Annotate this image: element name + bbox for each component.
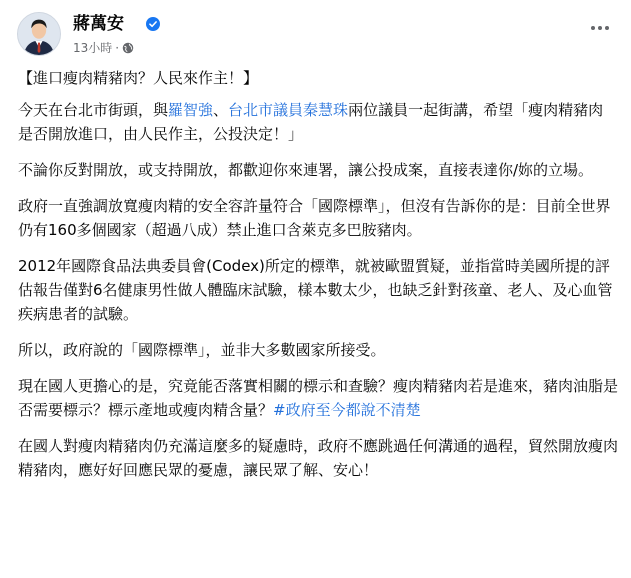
tag-link-luo[interactable]: 羅智強 (168, 101, 214, 119)
post-paragraph-6 (18, 374, 618, 422)
post-paragraph-3: 政府一直強調放寬瘦肉精的安全容許量符合「國際標準」，但沒有告訴你的是：目前全世界仍有160多個國家（超過八成）禁止進口含萊克多巴胺豬肉。 (18, 197, 611, 239)
author-name[interactable]: 蔣萬安 (73, 14, 124, 34)
more-dot (605, 26, 609, 30)
post-meta (73, 40, 134, 56)
hashtag-link[interactable]: #政府至今都說不清楚 (273, 401, 421, 419)
more-dot (598, 26, 602, 30)
post-paragraph-1 (18, 98, 618, 146)
more-options-icon[interactable] (585, 18, 615, 38)
post-body (18, 66, 618, 494)
paragraph-text: 兩位議員一起街講，希望「瘦肉精豬肉是否開放進口，由人民作主，公投決定！」 (18, 101, 604, 143)
meta-separator: · (115, 41, 120, 55)
post-paragraph-4: 2012年國際食品法典委員會(Codex)所定的標準，就被歐盟質疑，並指當時美國所提的評估報告僅對6名健康男性做人體臨床試驗，樣本數太少，也缺乏針對孩童、老人、及心血管疾病患者的試驗。 (18, 257, 613, 323)
post-title: 【進口瘦肉精豬肉？人民來作主！】 (18, 69, 259, 87)
avatar-portrait-icon (18, 13, 60, 55)
more-dot (591, 26, 595, 30)
avatar[interactable] (17, 12, 61, 56)
paragraph-text: 、 (213, 101, 229, 119)
tag-link-chin[interactable]: 台北市議員秦慧珠 (228, 101, 349, 119)
post-paragraph-7: 在國人對瘦肉精豬肉仍充滿這麼多的疑慮時，政府不應跳過任何溝通的過程，貿然開放瘦肉精豬肉，應好好回應民眾的憂慮，讓民眾了解、安心！ (18, 437, 619, 479)
globe-icon[interactable] (122, 42, 134, 54)
verified-badge-icon (146, 17, 160, 31)
paragraph-text: 現在國人更擔心的是，究竟能否落實相關的標示和查驗？瘦肉精豬肉若是進來，豬肉油脂是否需要標示？標示產地或瘦肉精含量？ (18, 377, 619, 419)
post-header (17, 10, 617, 62)
paragraph-text: 今天在台北市街頭，與 (18, 101, 169, 119)
post-paragraph-2: 不論你反對開放，或支持開放，都歡迎你來連署，讓公投成案，直接表達你/妳的立場。 (18, 161, 594, 179)
post-timestamp[interactable]: 13小時 (73, 41, 113, 55)
post-paragraph-5: 所以，政府說的「國際標準」，並非大多數國家所接受。 (18, 341, 386, 359)
